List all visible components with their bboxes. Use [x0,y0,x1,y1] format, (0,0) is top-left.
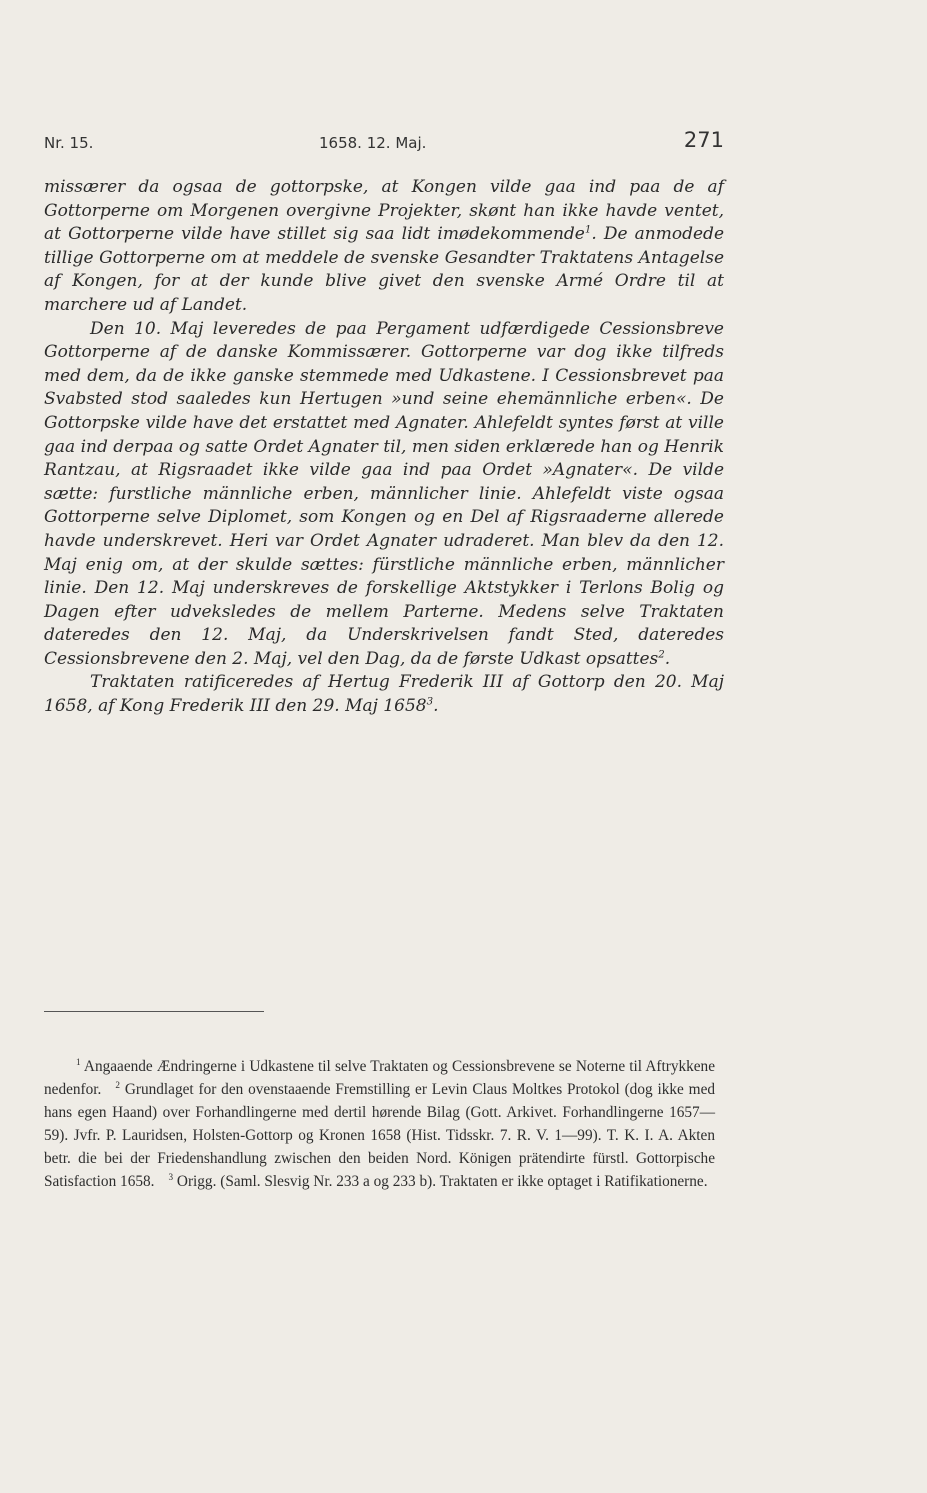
paragraph [44,671,724,718]
footnote-mark: 3 [168,1171,174,1182]
footnotes [44,1055,715,1193]
paragraph-text: . [433,696,439,717]
footnote-separator [44,1011,264,1012]
footnote-ref: 2 [658,649,665,661]
footnote-mark: 2 [115,1079,120,1090]
paragraph-text: . De anmodede tillige Gottorperne om at meddele de svenske Gesandter Traktatens Antagelse af Kongen, for at der kunde blive givet den svenske Armé Ordre til at marchere ud af Landet. [44,224,724,315]
main-text [44,176,724,719]
footnote-text: Origg. (Saml. Slesvig Nr. 233 a og 233 b). Traktaten er ikke optaget i Ratifikationerne. [176,1173,708,1190]
paragraph [44,318,724,672]
footnote-text: Angaaende Ændringerne i Udkastene til selve Traktaten og Cessionsbrevene se Noterne til Aftrykkene nedenfor. [44,1058,715,1098]
footnote-text: Grundlaget for den ovenstaaende Fremstilling er Levin Claus Moltkes Protokol (dog ikke med hans egen Haand) over Forhandlingerne med dertil hørende Bilag (Gott. Arkivet. Forhandlingerne 1657—59). Jvfr. P. Lauridsen, Holsten-Gottorp og Kronen 1658 (Hist. Tidsskr. 7. R. V. 1—99). T. K. I. A. Akten betr. die bei der Friedenshandlung zwischen den beiden Nord. Königen prätendirte fürstl. Gottorpische Satisfaction 1658. [44,1081,716,1190]
running-header [44,128,724,156]
document-number: Nr. 15. [44,134,94,152]
paragraph-text: Den 10. Maj leveredes de paa Pergament udfærdigede Cessionsbreve Gottorperne af de danske Kommissærer. Gottorperne var dog ikke tilfreds med dem, da de ikke ganske stemmede med Udkastene. I Cessionsbrevet paa Svabsted stod saaledes kun Hertugen »und seine ehemännliche erben«. De Gottorpske vilde have det erstattet med Agnater. Ahlefeldt syntes først at ville gaa ind derpaa og satte Ordet Agnater til, men siden erklærede han og Henrik Rantzau, at Rigsraadet ikke vilde gaa ind paa Ordet »Agnater«. De vilde sætte: furstliche männliche erben, männlicher linie. Ahlefeldt viste ogsaa Gottorperne selve Diplomet, som Kongen og en Del af Rigsraaderne allerede havde underskrevet. Heri var Ordet Agnater udraderet. Man blev da den 12. Maj enig om, at der skulde sættes: fürstliche männliche erben, männlicher linie. Den 12. Maj underskreves de forskellige Aktstykker i Terlons Bolig og Dagen efter udveksledes de mellem Parterne. Medens selve Traktaten dateredes den 12. Maj, da Underskrivelsen fandt Sted, dateredes Cessionsbrevene den 2. Maj, vel den Dag, da de første Udkast opsattes [44,318,724,669]
paragraph-text: . [664,648,671,669]
paragraph [44,176,724,318]
page-number: 271 [683,128,724,152]
footnote-ref: 3 [426,696,434,708]
paragraph-text: missærer da ogsaa de gottorpske, at Kongen vilde gaa ind paa de af Gottorperne om Morgenen overgivne Projekter, skønt han ikke havde ventet, at Gottorperne vilde have stillet sig saa lidt imødekommende [44,177,724,245]
footnote-mark: 1 [76,1056,81,1067]
paragraph-text: Traktaten ratificeredes af Hertug Frederik III af Gottorp den 20. Maj 1658, af Kong Frederik III den 29. Maj 1658 [44,672,724,717]
header-date: 1658. 12. Maj. [319,134,427,152]
footnote-ref: 1 [584,224,592,236]
